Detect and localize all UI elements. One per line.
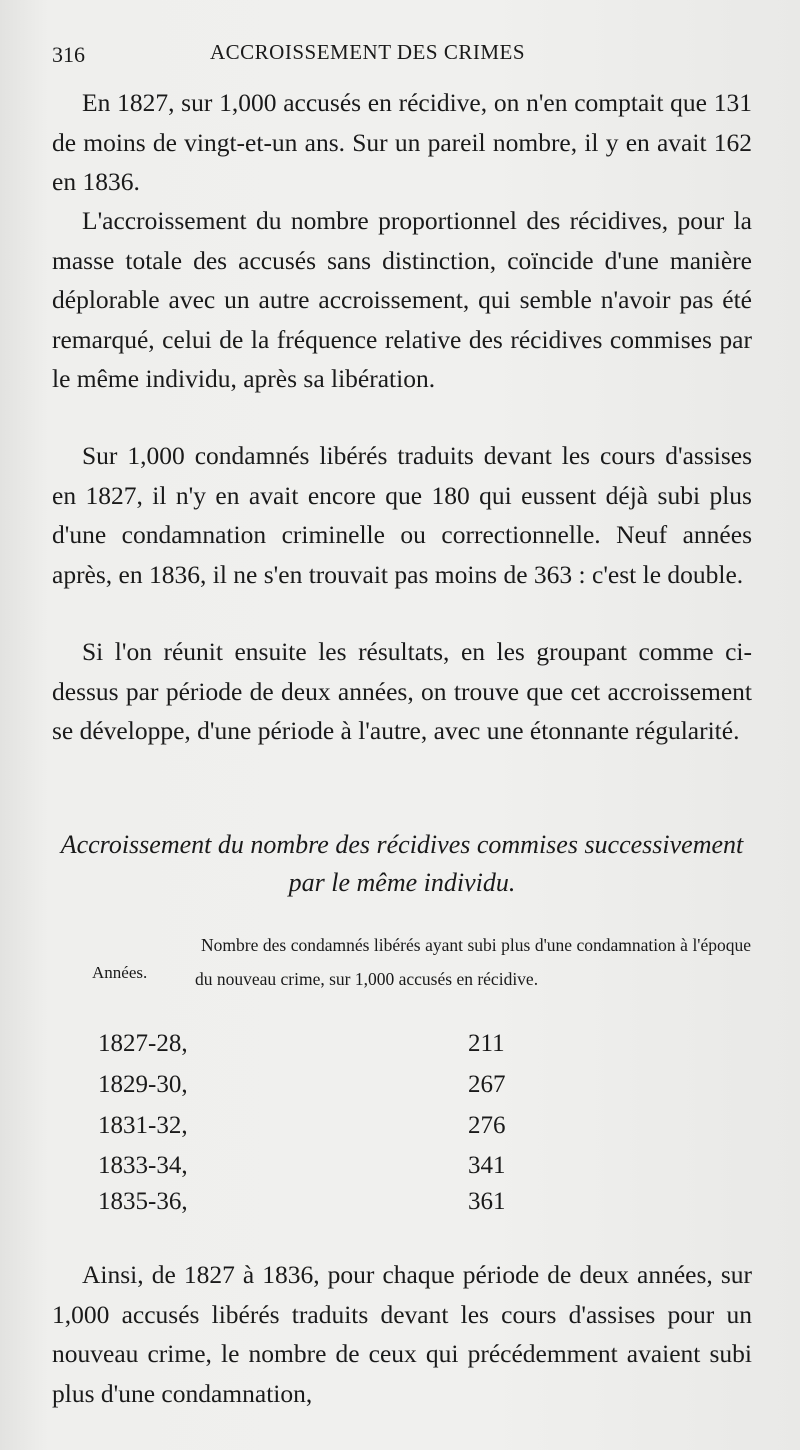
row-year: 1829-30,: [98, 1071, 188, 1098]
paragraph-5: Ainsi, de 1827 à 1836, pour chaque période de deux années, sur 1,000 accusés libérés traduits devant les cours d'assises pour un nouveau crime, le nombre de ceux qui précédemment avaient subi plus d'une condamnation,: [52, 1260, 752, 1408]
row-year: 1831-32,: [98, 1112, 188, 1139]
table-row: [98, 1152, 538, 1192]
table-row: [98, 1071, 538, 1111]
page-header: [52, 38, 752, 68]
row-year: 1835-36,: [98, 1188, 188, 1215]
row-value: 267: [468, 1071, 506, 1098]
table-row: [98, 1030, 538, 1070]
row-value: 341: [468, 1152, 506, 1179]
row-year: 1833-34,: [98, 1152, 188, 1179]
paragraph-3: Sur 1,000 condamnés libérés traduits devant les cours d'assises en 1827, il n'y en avait encore que 180 qui eussent déjà subi plus d'une condamnation criminelle ou correctionnelle. Neuf années après, en 1836, il ne s'en trouvait pas moins de 363 : c'est le double.: [52, 441, 752, 589]
table-title: Accroissement du nombre des récidives commises successivement par le même individu.: [60, 830, 744, 897]
paragraph-2: L'accroissement du nombre proportionnel des récidives, pour la masse totale des accusés sans distinction, coïncide d'une manière déplorable avec un autre accroissement, qui semble n'avoir pas été remarqué, celui de la fréquence relative des récidives commises par le même individu, après sa libération.: [52, 206, 752, 393]
table-column-header-years: Années.: [92, 963, 148, 982]
row-value: 211: [468, 1030, 505, 1057]
row-year: 1827-28,: [98, 1030, 188, 1057]
paragraph-1: En 1827, sur 1,000 accusés en récidive, on n'en comptait que 131 de moins de vingt-et-un ans. Sur un pareil nombre, il y en avait 162 en 1836.: [52, 88, 752, 196]
row-value: 276: [468, 1112, 506, 1139]
page-number: 316: [52, 42, 85, 67]
table-row: [98, 1112, 538, 1152]
row-value: 361: [468, 1188, 506, 1215]
running-title: ACCROISSEMENT DES CRIMES: [210, 40, 526, 64]
paragraph-4: Si l'on réunit ensuite les résultats, en les groupant comme ci-dessus par période de deux années, on trouve que cet accroissement se développe, d'une période à l'autre, avec une étonnante régularité.: [52, 637, 752, 745]
table-column-header-count: Nombre des condamnés libérés ayant subi plus d'une condamnation à l'époque du nouveau crime, sur 1,000 accusés en récidive.: [195, 935, 751, 989]
table-row: [98, 1188, 538, 1228]
